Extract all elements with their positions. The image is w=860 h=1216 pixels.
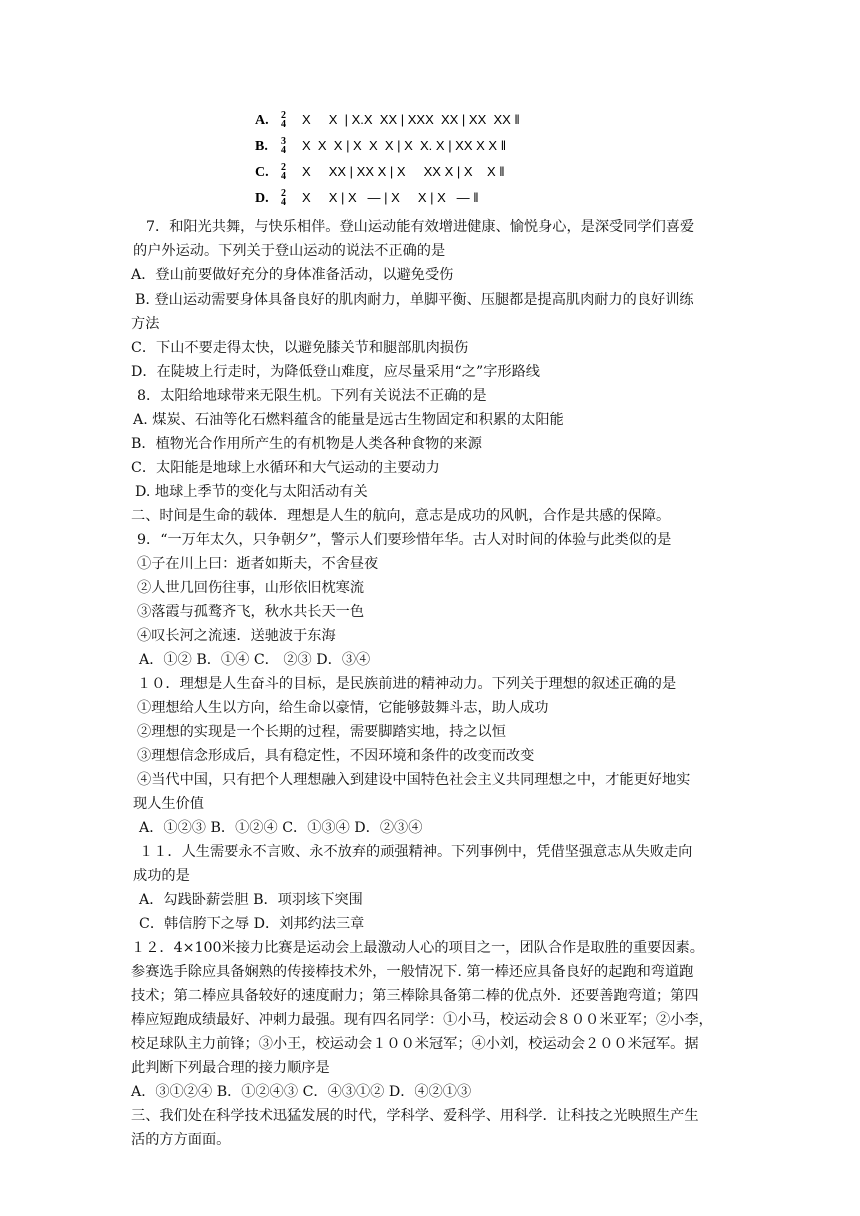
text-line: A．登山前要做好充分的身体准备活动，以避免受伤	[131, 267, 454, 283]
text-line: 8．太阳给地球带来无限生机。下列有关说法不正确的是	[137, 388, 487, 404]
text-line: 三、我们处在科学技术迅猛发展的时代，学科学、爱科学、用科学．让科技之光映照生产生	[131, 1108, 699, 1124]
text-line: C．太阳能是地球上水循环和大气运动的主要动力	[131, 460, 440, 476]
text-line: 技术；第二棒应具备较好的速度耐力；第三棒除具备第二棒的优点外．还要善跑弯道；第四	[131, 988, 699, 1004]
rhythm-notation-svg	[250, 104, 610, 214]
rhythm-notation-text: X XX | XX X | X XX X | X X ‖	[302, 164, 505, 179]
text-line: １２．4×100米接力比赛是运动会上最激动人心的项目之一，团队合作是取胜的重要因素。	[131, 940, 704, 956]
rhythm-notation-text: X X | X — | X X | X — ‖	[302, 190, 479, 205]
time-signature-bottom: 4	[281, 197, 286, 208]
text-line: A．③①②④ B．①②④③ C．④③①② D．④②①③	[131, 1084, 472, 1100]
time-signature-top: 2	[281, 162, 286, 173]
text-line: ③落霞与孤鹜齐飞，秋水共长天一色	[137, 604, 365, 620]
text-line: D．在陡坡上行走时，为降低登山难度，应尽量采用“之”字形路线	[131, 364, 540, 380]
text-line: １０．理想是人生奋斗的目标，是民族前进的精神动力。下列关于理想的叙述正确的是	[137, 676, 677, 692]
text-line: ①理想给人生以方向，给生命以豪情，它能够鼓舞斗志，助人成功	[137, 700, 549, 716]
text-line: B. 登山运动需要身体具备良好的肌肉耐力，单脚平衡、压腿都是提高肌肉耐力的良好训练	[135, 292, 694, 308]
text-line: １１．人生需要永不言败、永不放弃的顽强精神。下列事例中，凭借坚强意志从失败走向	[139, 844, 693, 860]
text-line: 7．和阳光共舞，与快乐相伴。登山运动能有效增进健康、愉悦身心，是深受同学们喜爱	[146, 219, 695, 235]
text-line: ①子在川上曰：逝者如斯夫，不舍昼夜	[137, 556, 379, 572]
text-line: ②理想的实现是一个长期的过程，需要脚踏实地，持之以恒	[137, 724, 506, 740]
text-line: 现人生价值	[133, 796, 204, 812]
rhythm-notation-figure	[250, 104, 610, 214]
time-signature-bottom: 4	[281, 145, 286, 156]
text-line: 活的方方面面。	[131, 1132, 231, 1148]
rhythm-option-row	[255, 136, 506, 156]
text-line: 的户外运动。下列关于登山运动的说法不正确的是	[133, 243, 446, 259]
text-line: A．①② B．①④ C． ②③ D．③④	[139, 652, 371, 668]
text-line: ②人世几回伤往事，山形依旧枕寒流	[137, 580, 365, 596]
text-line: 此判断下列最合理的接力顺序是	[131, 1060, 330, 1076]
time-signature-bottom: 4	[281, 171, 286, 182]
text-line: A. 煤炭、石油等化石燃料蕴含的能量是远古生物固定和积累的太阳能	[133, 412, 564, 428]
option-letter: C.	[255, 165, 269, 180]
rhythm-notation-text: X X X | X X X | X X. X | XX X X ‖	[302, 138, 507, 153]
text-line: 方法	[131, 316, 160, 332]
text-line: 二、时间是生命的载体．理想是人生的航向，意志是成功的风帆，合作是共感的保障。	[131, 508, 671, 524]
text-line: B．植物光合作用所产生的有机物是人类各种食物的来源	[131, 436, 482, 452]
rhythm-notation-text: X X | X.X XX | XXX XX | XX XX ‖	[302, 112, 520, 127]
time-signature-top: 2	[281, 188, 286, 199]
text-line: ③理想信念形成后，具有稳定性，不因环境和条件的改变而改变	[137, 748, 535, 764]
text-line: D. 地球上季节的变化与太阳活动有关	[135, 484, 368, 500]
text-line: ④当代中国，只有把个人理想融入到建设中国特色社会主义共同理想之中，才能更好地实	[137, 772, 691, 788]
text-line: 棒应短跑成绩最好、冲刺力最强。现有四名同学：①小马，校运动会８００米亚军；②小李，	[131, 1012, 713, 1028]
time-signature-top: 2	[281, 110, 286, 121]
text-line: 校足球队主力前锋；③小王，校运动会１００米冠军；④小刘，校运动会２００米冠军。据	[131, 1036, 699, 1052]
option-letter: D.	[255, 191, 269, 206]
text-line: A．①②③ B．①②④ C．①③④ D．②③④	[139, 820, 423, 836]
text-line: A．勾践卧薪尝胆 B．项羽垓下突围	[139, 892, 363, 908]
text-line: 9．“一万年太久，只争朝夕”，警示人们要珍惜年华。古人对时间的体验与此类似的是	[137, 532, 672, 548]
text-line: ④叹长河之流速．送驰波于东海	[137, 628, 336, 644]
rhythm-option-row	[255, 188, 479, 208]
text-line: C．韩信胯下之辱 D．刘邦约法三章	[139, 916, 365, 932]
option-letter: B.	[255, 139, 268, 154]
rhythm-option-row	[255, 162, 505, 182]
time-signature-top: 3	[281, 136, 286, 147]
option-letter: A.	[255, 113, 269, 128]
text-line: 成功的是	[133, 868, 190, 884]
rhythm-option-row	[255, 110, 520, 130]
text-line: 参赛选手除应具备娴熟的传接棒技术外，一般情况下. 第一棒还应具备良好的起跑和弯道跑	[131, 964, 694, 980]
text-line: C．下山不要走得太快，以避免膝关节和腿部肌肉损伤	[131, 340, 469, 356]
time-signature-bottom: 4	[281, 119, 286, 130]
